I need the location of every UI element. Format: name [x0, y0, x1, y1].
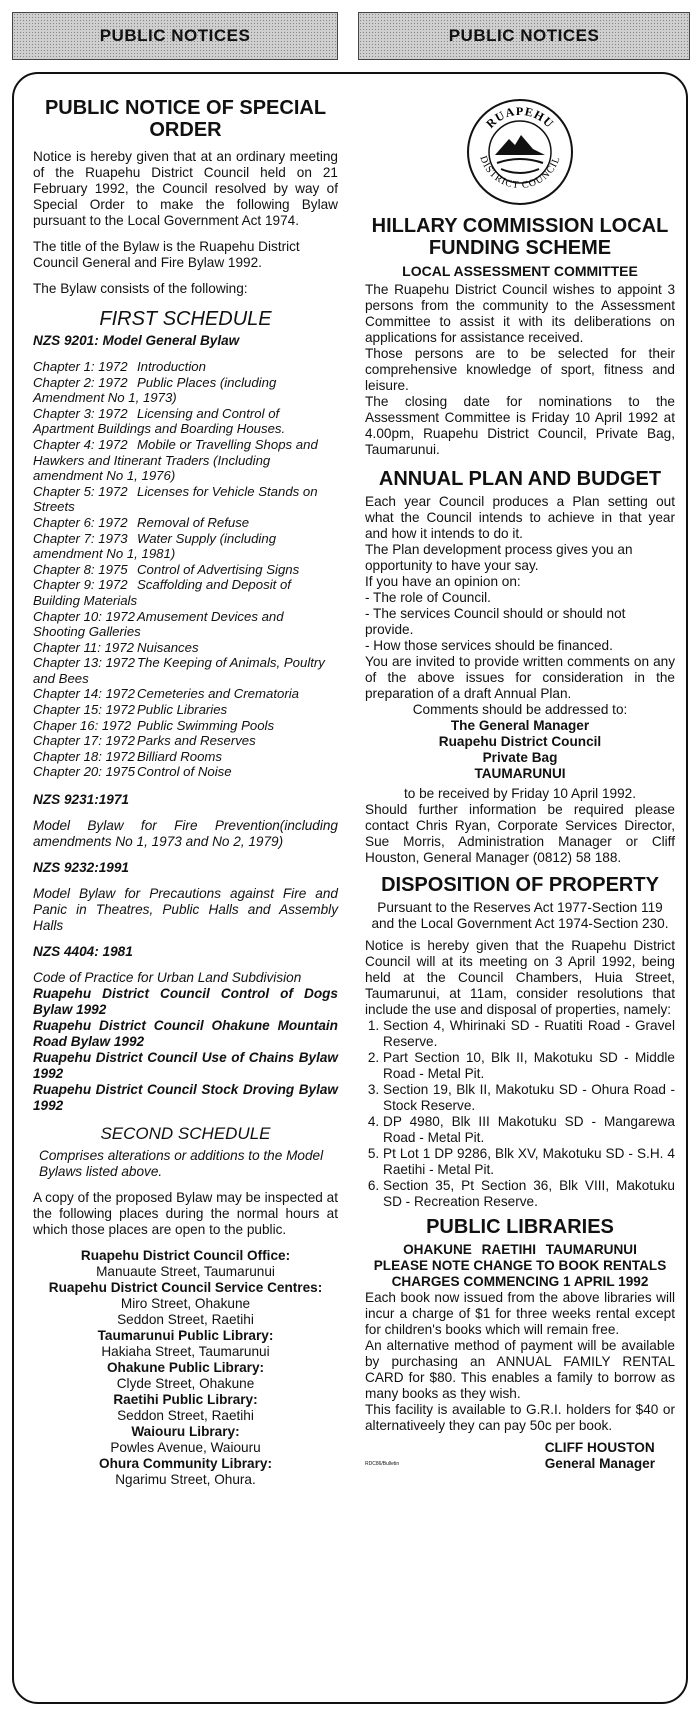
hillary-p3: The closing date for nominations to the Assessment Committee is Friday 10 April 1992 at 4.00pm, Ruapehu District Council, Private Bag, Taumarunui.: [365, 394, 675, 457]
council-logo: [465, 97, 575, 207]
hillary-title: HILLARY COMMISSION LOCAL FUNDING SCHEME: [371, 215, 669, 259]
disposition-title: DISPOSITION OF PROPERTY: [381, 874, 659, 896]
chapter-desc: Amusement Devices and Shooting Galleries: [33, 608, 284, 640]
chapter-code: Chapter 18: 1972: [33, 748, 135, 764]
chapter-list: [33, 359, 338, 780]
bylaw-item: Ruapehu District Council Control of Dogs Bylaw 1992: [33, 986, 338, 1018]
property-item: 4. DP 4980, Blk III Makotuku SD - Mangarewa Road - Metal Pit.: [383, 1114, 675, 1146]
location-address: Hakiaha Street, Taumarunui: [101, 1344, 270, 1360]
location-address: Ngarimu Street, Ohura.: [115, 1472, 256, 1488]
library-towns: OHAKUNE RAETIHI TAUMARUNUI: [403, 1242, 637, 1257]
libraries-p1: Each book now issued from the above libraries will incur a charge of $1 for three weeks rental except for children's books which will remain free.: [365, 1290, 675, 1337]
chapter-desc: Licensing and Control of Apartment Buildings and Boarding Houses.: [33, 405, 286, 437]
bylaw-item: Ruapehu District Council Ohakune Mountain Road Bylaw 1992: [33, 1018, 338, 1050]
chapter-row: [33, 655, 338, 686]
chapter-desc: Nuisances: [137, 639, 199, 655]
contact-paragraph: Should further information be required please contact Chris Ryan, Corporate Services Director, Sue Morris, Administration Manager or Cliff Houston, General Manager (0812) 58 188.: [365, 802, 675, 865]
list-item: - The role of Council.: [365, 590, 491, 605]
chapter-row: [33, 577, 338, 608]
copy-paragraph: A copy of the proposed Bylaw may be inspected at the following places during the normal hours at which those places are open to the public.: [33, 1190, 338, 1238]
annual-p2: The Plan development process gives you an opportunity to have your say.: [365, 542, 633, 573]
chapter-row: [33, 718, 338, 734]
chapter-code: Chapter 7: 1973: [33, 530, 128, 546]
nzs9231-description: Model Bylaw for Fire Prevention(including amendments No 1, 1973 and No 2, 1979): [33, 818, 338, 850]
nzs9232-description: Model Bylaw for Precautions against Fire and Panic in Theatres, Public Halls and Assembly Halls: [33, 886, 338, 934]
svg-text:RUAPEHU: [483, 104, 557, 131]
location-address: Miro Street, Ohakune: [120, 1296, 251, 1312]
address-line: Private Bag: [482, 750, 558, 765]
chapter-row: [33, 406, 338, 437]
chapter-desc: Public Libraries: [137, 702, 228, 718]
chapter-row: [33, 515, 338, 531]
hillary-p1: The Ruapehu District Council wishes to appoint 3 persons from the community to the Assessment Committee to assist it with its deliberations on applications for assistance received.: [365, 282, 675, 345]
annual-p1: Each year Council produces a Plan setting out what the Council intends to achieve in that year and how it intends to do it.: [365, 494, 675, 541]
code-of-practice: Code of Practice for Urban Land Subdivision: [33, 970, 302, 986]
location-name: Taumarunui Public Library:: [97, 1328, 274, 1344]
chapter-code: Chapter 9: 1972: [33, 577, 128, 593]
second-schedule-description: Comprises alterations or additions to the Model Bylaws listed above.: [39, 1148, 324, 1180]
chapter-code: Chapter 13: 1972: [33, 655, 135, 671]
property-item: 6. Section 35, Pt Section 36, Blk VIII, Makotuku SD - Recreation Reserve.: [383, 1178, 675, 1210]
property-item: 3. Section 19, Blk II, Makotuku SD - Ohura Road - Stock Reserve.: [383, 1082, 675, 1114]
chapter-row: [33, 764, 338, 780]
chapter-desc: Control of Noise: [137, 764, 232, 780]
hillary-p2: Those persons are to be selected for their comprehensive knowledge of sport, fitness and leisure.: [365, 346, 675, 393]
address-block: [365, 718, 675, 782]
chapter-row: [33, 359, 338, 375]
nzs9232-heading: NZS 9232:1991: [33, 860, 129, 876]
property-item: 2. Part Section 10, Blk II, Makotuku SD - Middle Road - Metal Pit.: [383, 1050, 675, 1082]
chapter-code: Chapter 8: 1975: [33, 561, 128, 577]
property-item: 5. Pt Lot 1 DP 9286, Blk XV, Makotuku SD - S.H. 4 Raetihi - Metal Pit.: [383, 1146, 675, 1178]
mountain-icon: [495, 135, 545, 155]
location-address: Clyde Street, Ohakune: [116, 1376, 255, 1392]
address-line: TAUMARUNUI: [474, 766, 566, 781]
chapter-code: Chapter 14: 1972: [33, 686, 135, 702]
chapter-code: Chapter 5: 1972: [33, 483, 128, 499]
chapter-row: [33, 609, 338, 640]
nzs9231-heading: NZS 9231:1971: [33, 792, 129, 808]
chapter-code: Chapter 20: 1975: [33, 764, 135, 780]
address-line: Ruapehu District Council: [438, 734, 602, 749]
bylaw-title-paragraph: The title of the Bylaw is the Ruapehu District Council General and Fire Bylaw 1992.: [33, 239, 300, 270]
section-header: PUBLIC NOTICES: [448, 26, 600, 45]
received-by: to be received by Friday 10 April 1992.: [404, 786, 636, 801]
location-address: Manuaute Street, Taumarunui: [96, 1264, 275, 1280]
special-order-notice: [33, 95, 338, 1488]
list-item: - The services Council should or should not provide.: [365, 606, 626, 637]
address-intro: Comments should be addressed to:: [412, 702, 628, 717]
property-list: [365, 1018, 675, 1210]
chapter-desc: Water Supply (including amendment No 1, 1981): [33, 530, 277, 562]
header-bar-left: [12, 12, 338, 60]
bylaw-item: Ruapehu District Council Stock Droving Bylaw 1992: [33, 1082, 338, 1114]
chapter-code: Chapter 17: 1972: [33, 733, 135, 749]
chapter-row: [33, 375, 338, 406]
chapter-desc: The Keeping of Animals, Poultry and Bees: [33, 655, 325, 686]
consists-paragraph: The Bylaw consists of the following:: [33, 281, 248, 296]
section-header: PUBLIC NOTICES: [99, 26, 251, 45]
libraries-title: PUBLIC LIBRARIES: [426, 1216, 614, 1238]
chapter-code: Chapter 2: 1972: [33, 374, 128, 390]
chapter-code: Chapter 6: 1972: [33, 514, 128, 530]
chapter-code: Chapter 11: 1972: [33, 639, 134, 655]
hillary-subtitle: LOCAL ASSESSMENT COMMITTEE: [402, 263, 638, 279]
location-list: [33, 1248, 338, 1488]
annual-items: [365, 590, 675, 654]
header-bar-right: [358, 12, 690, 60]
nzs4404-heading: NZS 4404: 1981: [33, 944, 133, 960]
chapter-code: Chapter 4: 1972: [33, 436, 128, 452]
annual-p4: You are invited to provide written comments on any of the above issues for consideration in the preparation of a draft Annual Plan.: [365, 654, 675, 701]
chapter-desc: Public Places (including Amendment No 1, 1973): [33, 374, 277, 406]
location-name: Ruapehu District Council Service Centres:: [48, 1280, 323, 1296]
location-name: Ohura Community Library:: [99, 1456, 272, 1472]
chapter-row: [33, 437, 338, 484]
chapter-code: Chapter 15: 1972: [33, 702, 135, 718]
chapter-row: [33, 686, 338, 702]
chapter-desc: Licenses for Vehicle Stands on Streets: [33, 483, 318, 515]
council-notices: [365, 95, 675, 1472]
second-schedule-heading: SECOND SCHEDULE: [100, 1124, 271, 1144]
chapter-desc: Control of Advertising Signs: [137, 561, 300, 577]
small-print: RDC86/Bulletin: [365, 1461, 400, 1467]
library-notice: PLEASE NOTE CHANGE TO BOOK RENTALS CHARGES COMMENCING 1 APRIL 1992: [373, 1258, 667, 1289]
signature-block: [365, 1440, 675, 1472]
disposition-p1: Notice is hereby given that the Ruapehu District Council will at its meeting on 3 April 1992, being held at the Council Chambers, Huia Street, Taumarunui, at 11am, consider resolutions that include the use and disposal of properties, namely:: [365, 938, 675, 1017]
chapter-desc: Mobile or Travelling Shops and Hawkers and Itinerant Traders (Including amendment No 1, 1976): [33, 436, 318, 484]
notice-title: PUBLIC NOTICE OF SPECIAL ORDER: [44, 97, 327, 141]
first-schedule-heading: FIRST SCHEDULE: [99, 308, 272, 330]
location-address: Seddon Street, Raetihi: [117, 1312, 254, 1328]
chapter-row: [33, 702, 338, 718]
location-name: Waiouru Library:: [131, 1424, 240, 1440]
chapter-row: [33, 640, 338, 656]
pursuant-text: Pursuant to the Reserves Act 1977-Section 119 and the Local Government Act 1974-Section 230.: [371, 900, 669, 931]
logo-side-text: DISTRICT COUNCIL: [477, 154, 563, 192]
logo-top-text: RUAPEHU: [483, 103, 557, 131]
chapter-code: Chapter 1: 1972: [33, 359, 128, 374]
chapter-code: Chapter 3: 1972: [33, 405, 128, 421]
property-item: 1. Section 4, Whirinaki SD - Ruatiti Road - Gravel Reserve.: [383, 1018, 675, 1050]
chapter-row: [33, 531, 338, 562]
location-address: Powles Avenue, Waiouru: [110, 1440, 261, 1456]
location-name: Ohakune Public Library:: [106, 1360, 265, 1376]
address-line: The General Manager: [450, 718, 590, 733]
libraries-p2: An alternative method of payment will be available by purchasing an ANNUAL FAMILY RENTAL CARD for $80. This enables a family to borrow as many books as they wish.: [365, 1338, 675, 1401]
chapter-desc: Billiard Rooms: [137, 748, 223, 764]
chapter-code: Chaper 16: 1972: [33, 717, 132, 733]
chapter-desc: Introduction: [137, 359, 206, 374]
chapter-row: [33, 562, 338, 578]
nzs9201-heading: NZS 9201: Model General Bylaw: [33, 333, 240, 348]
chapter-code: Chapter 10: 1972: [33, 608, 135, 624]
chapter-desc: Parks and Reserves: [137, 733, 256, 749]
chapter-desc: Public Swimming Pools: [137, 717, 275, 733]
list-item: - How those services should be financed.: [365, 638, 613, 653]
location-name: Ruapehu District Council Office:: [80, 1248, 291, 1264]
bylaw-list: [33, 986, 338, 1114]
annual-plan-title: ANNUAL PLAN AND BUDGET: [378, 468, 662, 490]
chapter-desc: Removal of Refuse: [137, 514, 250, 530]
signatory-title: General Manager: [544, 1456, 655, 1471]
location-name: Raetihi Public Library:: [113, 1392, 258, 1408]
chapter-desc: Cemeteries and Crematoria: [137, 686, 299, 702]
libraries-p3: This facility is available to G.R.I. holders for $40 or alternativeely they can pay 50c per book.: [365, 1402, 675, 1433]
intro-paragraph: Notice is hereby given that at an ordinary meeting of the Ruapehu District Council held on 21 February 1992, the Council resolved by way of Special Order to make the following Bylaw pursuant to the Local Government Act 1974.: [33, 149, 338, 228]
chapter-row: [33, 484, 338, 515]
chapter-row: [33, 733, 338, 749]
chapter-row: [33, 749, 338, 765]
signatory-name: CLIFF HOUSTON: [544, 1440, 655, 1455]
annual-p3: If you have an opinion on:: [365, 574, 521, 589]
location-address: Seddon Street, Raetihi: [117, 1408, 254, 1424]
chapter-desc: Scaffolding and Deposit of Building Materials: [33, 577, 291, 608]
bylaw-item: Ruapehu District Council Use of Chains Bylaw 1992: [33, 1050, 338, 1082]
